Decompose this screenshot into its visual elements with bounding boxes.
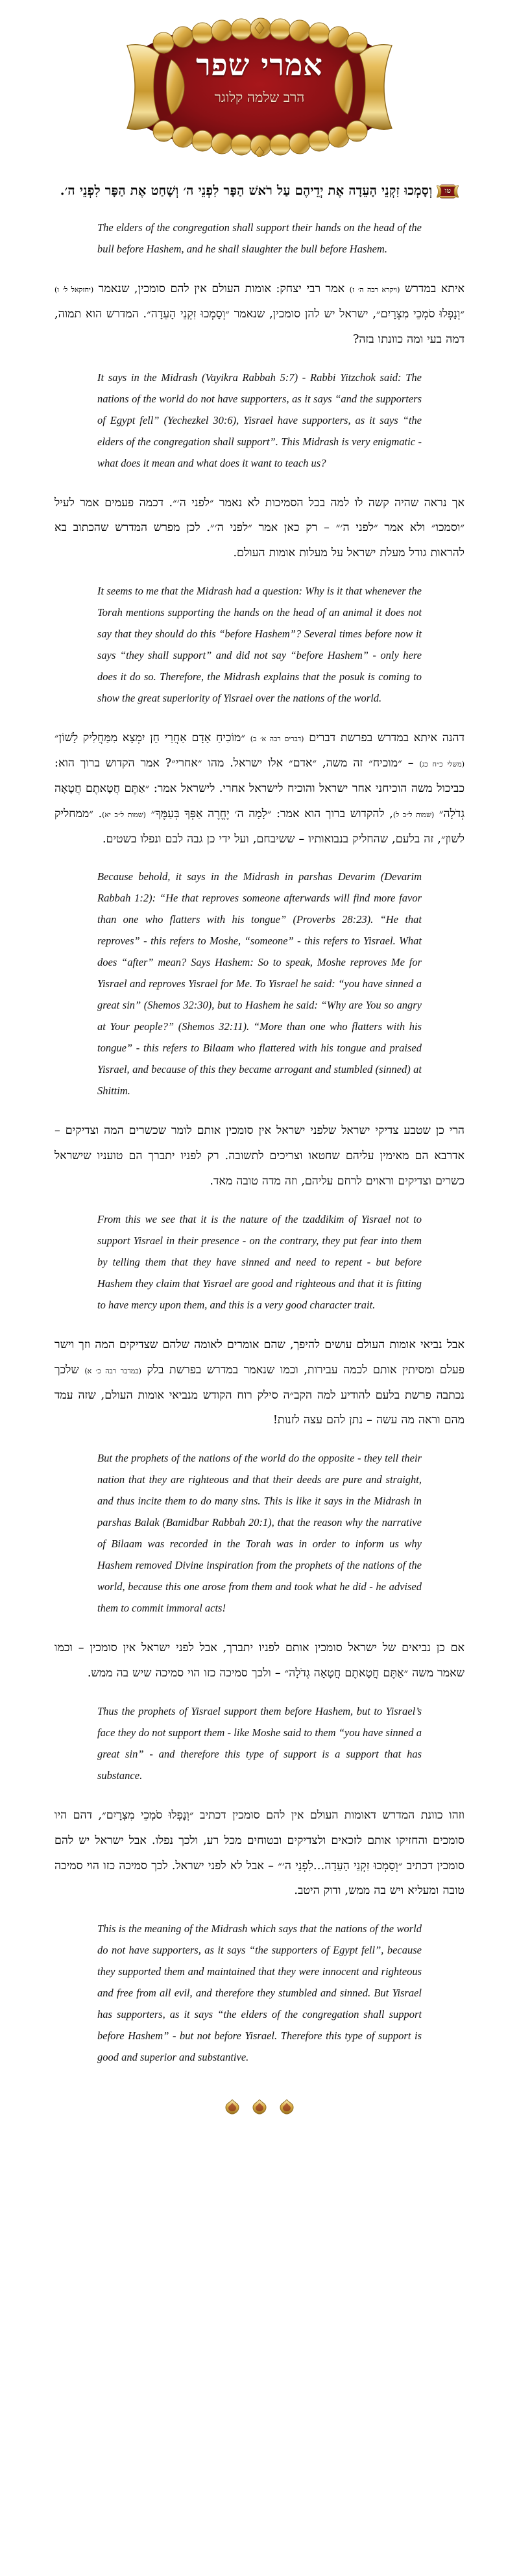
hebrew-paragraph — [51, 1636, 468, 1686]
body-blocks — [51, 217, 468, 2068]
gold-flourish-icon — [278, 2099, 295, 2115]
hebrew-text-run: ״מוֹכִיחַ אָדָם אַחֲרַי חֵן יִמְצָא מִמַּחֲלִיק לָשׁוֹן״ — [54, 731, 250, 745]
hebrew-paragraph — [51, 1118, 468, 1194]
english-translation-paragraph: Because behold, it says in the Midrash in parshas Devarim (Devarim Rabbah 1:2): “He that reproves someone afterwards will find more favor than one who flatters with his tongue” (Proverbs 28:23). “He that reproves” - this refers to Moshe, “someone” - this refers to Yisrael. What does “after” mean? Says Hashem: So to speak, Moshe reproves Me for Yisrael and reproves Yisrael for Me. To Yisrael he said: “you have sinned a great sin” (Shemos 32:30), but to Hashem he said: “Why are You so angry at Your people?” (Shemos 32:11). “More than one who flatters with his tongue” - this refers to Bilaam who flattered with his tongue and praised Yisrael, and because of this they became arrogant and stumbled (sinned) at Shittim. — [97, 870, 422, 1098]
source-citation: (משלי כ״ח כג) — [419, 759, 465, 768]
verse-headline — [51, 179, 468, 202]
gold-flourish-icon — [224, 2099, 241, 2115]
header-banner — [0, 0, 519, 157]
english-translation-paragraph: The elders of the congregation shall support their hands on the head of the bull before Hashem, and he shall slaughter the bull before Hashem. — [97, 221, 422, 256]
english-translation-paragraph: It seems to me that the Midrash had a question: Why is it that whenever the Torah mentions supporting the hands on the head of an animal it does not say that they should do this “before Hashem”? Several times before now it says “they shall support” and did not say “before Hashem” - only here does it do so. Therefore, the Midrash explains that the posuk is coming to show the great superiority of Yisrael over the nations of the world. — [97, 585, 422, 705]
banner-plaque — [123, 17, 396, 157]
source-citation: (ויקרא רבה ה׳ ז) — [349, 286, 400, 295]
english-translation-paragraph: It says in the Midrash (Vayikra Rabbah 5:7) - Rabbi Yitzchok said: The nations of the world do not have supporters, as it says “and the supporters of Egypt fell” (Yechezkel 30:6), Yisrael have supporters, as it says “the elders of the congregation shall support”. This Midrash is very enigmatic - what does it mean and what does it want to teach us? — [97, 371, 422, 469]
hebrew-text-run: וזהו כוונת המדרש דאומות העולם אין להם סומכין דכתיב ״וְנָפְלוּ סֹמְכֵי מִצְרָיִם״, דהם היו סומכים והחזיקו אותם לזכאים ולצדיקים ובטוחים מכל רע, ולכך נפלו. אבל ישראל יש להם סומכין דכתיב ״וְסָמְכוּ זִקְנֵי הָעֵדָה…לִפְנֵי ה׳״ – אבל לא לפני ישראל. לכך סמיכה כזו הוי סמיכה טובה ומעליא ויש בה ממש, ודוק היטב. — [54, 1808, 465, 1898]
english-translation-paragraph: From this we see that it is the nature of the tzaddikim of Yisrael not to support Yisrael in their presence - on the contrary, they put fear into them by telling them that they have sinned and need to repent - but before Hashem they claim that Yisrael are good and righteous and that it is fitting to have mercy upon them, and this is a very good character trait. — [97, 1212, 422, 1311]
hebrew-text-run: אמר רבי יצחק: אומות העולם אין להם סומכין, שנאמר — [93, 282, 350, 296]
hebrew-paragraph — [51, 491, 468, 567]
hebrew-text-run: ״וְנָפְלוּ סֹמְכֵי מִצְרָיִם״, ישראל יש להן סומכין, שנאמר ״וְסָמְכוּ זִקְנֵי הָעֵדָה״. המדרש הוא תמוה, דמה בעי ומה כוונתו בזה? — [54, 307, 465, 346]
banner-artwork — [123, 17, 396, 157]
hebrew-paragraph — [51, 1803, 468, 1904]
hebrew-text-run: – ״מוכיח״ זה משה, ״אדם״ אלו ישראל. מהו ״אחרי״? אמר הקדוש ברוך הוא: כביכול משה הוכיחני אחר ישראל והוכיח לישראל אחרי. לישראל אמר: ״אַתֶּם חֲטָאתֶם חֲטָאָה גְדֹלָה״ — [54, 756, 465, 820]
footer-ornament — [0, 2068, 519, 2137]
hebrew-paragraph — [51, 1332, 468, 1433]
verse-text: וְסָמְכוּ זִקְנֵי הָעֵדָה אֶת יְדֵיהֶם עַל רֹאשׁ הַפָּר לִפְנֵי ה׳ וְשָׁחַט אֶת הַפָּר לִפְנֵי ה׳. — [60, 183, 433, 198]
source-citation: (שמות ל״ב יא) — [102, 810, 146, 819]
hebrew-text-run: אבל נביאי אומות העולם עושים להיפך, שהם אומרים לאומה שלהם שצדיקים המה וזך וישר פעלם ומסיתין אותם לכמה עבירות, וכמו שנאמר במדרש בפרשת בלק — [54, 1338, 465, 1377]
hebrew-text-run: אך נראה שהיה קשה לו למה בכל הסמיכות לא נאמר ״לפני ה׳״. דכמה פעמים אמר לעיל ״וסמכו״ ולא אמר ״לפני ה׳״ – רק כאן אמר ״לפני ה׳״. לכן מפרש המדרש שהכתוב בא להראות גודל מעלת ישראל על מעלות אומות העולם. — [54, 496, 465, 560]
hebrew-text-run: הרי כן שטבע צדיקי ישראל שלפני ישראל אין סומכין אותם לומר שכשרים המה וצדיקים – אדרבא הם מאימין עליהם שחטאו וצריכים לתשובה. רק לפניו יתברך הם טועניו שישראל כשרים וצדיקים וראוים לרחם עליהם, וזה מדה טובה מאד. — [54, 1124, 465, 1188]
english-translation-paragraph: But the prophets of the nations of the world do the opposite - they tell their nation that they are righteous and that their deeds are pure and straight, and thus incite them to do many sins. This is like it says in the Midrash in parshas Balak (Bamidbar Rabbah 20:1), that the reason why the narrative of Bilaam was recorded in the Torah was in order to inform us why Hashem removed Divine inspiration from the prophets of the nations of the world, because this one arose from them and took what he did - he advised them to commit immoral acts! — [97, 1452, 422, 1615]
hebrew-text-run: שלכך נכתבה פרשת בלעם להודיע למה הקב״ה סילק רוח הקודש מנביאי אומות העולם, שזה עמד מהם וראה מה עשה – נתן להם עצה לזנות! — [54, 1363, 465, 1427]
english-translation-paragraph: Thus the prophets of Yisrael support them before Hashem, but to Yisrael’s face they do not support them - like Moshe said to them “you have sinned a great sin” - and therefore this type of support is a support that has substance. — [97, 1704, 422, 1782]
hebrew-text-run: . ״ממחליק לשון״, זה בלעם, שהחליק בנבואותיו – ששיבחם, ועל ידי כן גבה לבם ונפלו בשטים. — [54, 807, 465, 846]
hebrew-paragraph — [51, 726, 468, 852]
hebrew-text-run: דהנה איתא במדרש בפרשת דברים — [304, 731, 465, 745]
hebrew-text-run: אם כן נביאים של ישראל סומכין אותם לפניו יתברך, אבל לפני ישראל אין סומכין – וכמו שאמר משה ״אַתֶּם חֲטָאתֶם חֲטָאָה גְדֹלָה״ – ולכך סמיכה כזו הוי סמיכה שיש בה ממש. — [54, 1641, 465, 1680]
hebrew-text-run: , להקדוש ברוך הוא אמר: ״לָמָה ה׳ יֶחֱרֶה אַפְּךָ בְּעַמֶּךָ״ — [145, 807, 393, 820]
source-citation: (יחזקאל ל׳ ו) — [54, 286, 94, 295]
source-citation: (שמות ל״ב ל) — [392, 810, 435, 819]
verse-number: טו — [444, 186, 452, 195]
hebrew-text-run: איתא במדרש — [400, 282, 465, 296]
gold-flourish-icon — [251, 2099, 268, 2115]
document-content — [0, 179, 519, 2068]
english-translation-paragraph: This is the meaning of the Midrash which says that the nations of the world do not have supporters, as it says “the supporters of Egypt fell”, because they supported them and maintained that they were innocent and righteous and free from all evil, and therefore they stumbled and sinned. But Yisrael has supporters, as it says “the elders of the congregation shall support before Hashem” - but not before Yisrael. Therefore this type of support is good and superior and substantive. — [97, 1922, 422, 2064]
banner-subtitle: הרב שלמה קלוגר — [214, 90, 305, 106]
hebrew-paragraph — [51, 276, 468, 352]
source-citation: (במדבר רבה כ׳ א) — [84, 1366, 141, 1375]
verse-number-badge — [437, 184, 459, 199]
source-citation: (דברים רבה א׳ ב) — [250, 735, 304, 744]
banner-title: אמרי שפר — [196, 47, 323, 82]
